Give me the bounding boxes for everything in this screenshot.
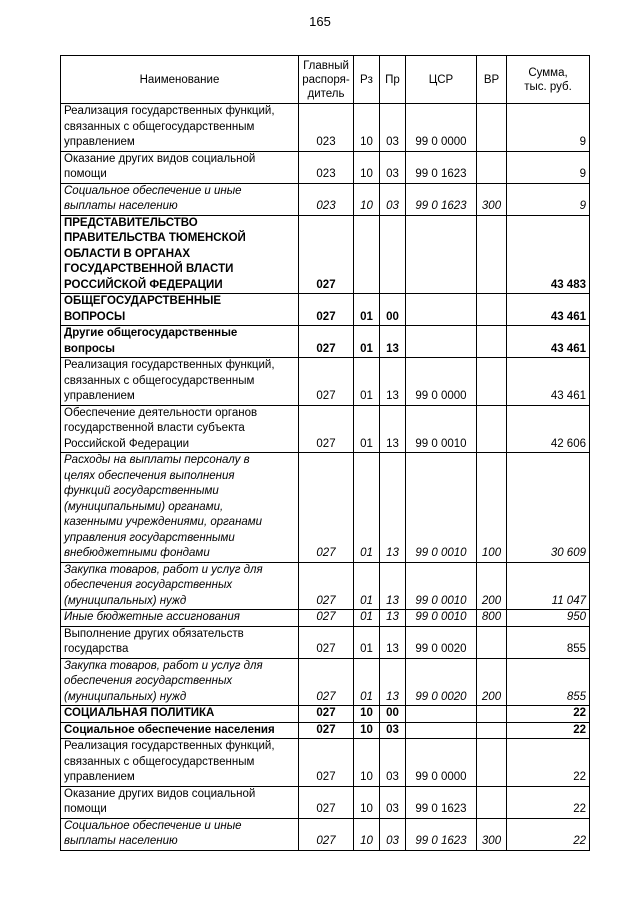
cell-name (61, 358, 299, 406)
cell-sum: 855 (507, 626, 590, 658)
cell-sum: 43 483 (507, 215, 590, 294)
table-row (61, 706, 590, 723)
header-grbs (299, 56, 354, 104)
cell-sum: 9 (507, 104, 590, 152)
cell-name-line: управлением (64, 771, 135, 783)
cell-rz: 01 (354, 562, 380, 610)
cell-name (61, 215, 299, 294)
cell-grbs: 027 (299, 706, 354, 723)
table-row (61, 658, 590, 706)
cell-grbs: 027 (299, 326, 354, 358)
cell-name-line: Иные бюджетные ассигнования (64, 611, 240, 623)
cell-vr: 300 (477, 183, 507, 215)
cell-name-line: Реализация государственных функций, (64, 105, 275, 117)
cell-pr: 03 (380, 151, 406, 183)
header-grbs-line: Главный (303, 59, 349, 72)
cell-sum: 9 (507, 151, 590, 183)
cell-sum: 855 (507, 658, 590, 706)
cell-vr: 200 (477, 658, 507, 706)
cell-name-line: Социальное обеспечение и иные (64, 184, 242, 197)
cell-pr: 13 (380, 453, 406, 563)
cell-vr (477, 215, 507, 294)
cell-name-line: функций государственными (64, 485, 219, 497)
table-body (61, 104, 590, 851)
table-row (61, 786, 590, 818)
header-pr: Пр (380, 56, 406, 104)
header-sum-line: тыс. руб. (524, 80, 572, 93)
cell-csr: 99 0 1623 (406, 151, 477, 183)
table-row (61, 818, 590, 850)
table-row (61, 739, 590, 787)
cell-grbs: 027 (299, 739, 354, 787)
cell-csr (406, 326, 477, 358)
cell-rz: 01 (354, 358, 380, 406)
cell-pr: 13 (380, 358, 406, 406)
cell-rz: 10 (354, 722, 380, 739)
cell-csr: 99 0 0000 (406, 104, 477, 152)
cell-pr (380, 215, 406, 294)
cell-rz: 01 (354, 610, 380, 627)
cell-name-line: обеспечения государственных (64, 675, 233, 687)
cell-name-line: Социальное обеспечение населения (64, 723, 275, 736)
cell-rz (354, 215, 380, 294)
cell-name-line: управления государственными (64, 531, 235, 544)
cell-grbs: 027 (299, 626, 354, 658)
cell-name-line: Другие общегосударственные (64, 327, 238, 339)
cell-csr: 99 0 0000 (406, 358, 477, 406)
cell-name (61, 786, 299, 818)
cell-rz: 01 (354, 626, 380, 658)
table-row (61, 183, 590, 215)
header-rz: Рз (354, 56, 380, 104)
table-row (61, 104, 590, 152)
table-row (61, 215, 590, 294)
cell-name-line: ПРАВИТЕЛЬСТВА ТЮМЕНСКОЙ (64, 232, 246, 244)
cell-name-line: помощи (64, 803, 107, 815)
table-row (61, 562, 590, 610)
cell-sum: 950 (507, 610, 590, 627)
cell-sum: 22 (507, 786, 590, 818)
cell-name-line: помощи (64, 168, 107, 180)
cell-pr: 03 (380, 739, 406, 787)
cell-name (61, 658, 299, 706)
cell-name-line: вопросы (64, 342, 116, 355)
cell-name-line: управлением (64, 136, 135, 148)
cell-csr: 99 0 0010 (406, 405, 477, 453)
table-header (61, 56, 590, 104)
cell-pr: 13 (380, 658, 406, 706)
cell-name-line: Реализация государственных функций, (64, 359, 275, 371)
cell-name-line: связанных с общегосударственным (64, 120, 255, 133)
cell-grbs: 023 (299, 151, 354, 183)
cell-sum: 42 606 (507, 405, 590, 453)
cell-grbs: 027 (299, 786, 354, 818)
cell-grbs: 027 (299, 358, 354, 406)
cell-vr (477, 706, 507, 723)
cell-name (61, 818, 299, 850)
cell-sum: 43 461 (507, 294, 590, 326)
cell-csr (406, 706, 477, 723)
cell-pr: 13 (380, 326, 406, 358)
cell-pr: 03 (380, 722, 406, 739)
cell-grbs: 027 (299, 818, 354, 850)
cell-rz: 10 (354, 151, 380, 183)
cell-vr (477, 326, 507, 358)
table-row (61, 405, 590, 453)
cell-name-line: ВОПРОСЫ (64, 310, 126, 323)
cell-name-line: (муниципальных) нужд (64, 594, 187, 607)
cell-csr: 99 0 0020 (406, 658, 477, 706)
cell-sum: 43 461 (507, 358, 590, 406)
cell-name-line: ГОСУДАРСТВЕННОЙ ВЛАСТИ (64, 263, 234, 275)
cell-rz: 01 (354, 326, 380, 358)
cell-name-line: Закупка товаров, работ и услуг для (64, 563, 263, 576)
header-vr: ВР (477, 56, 507, 104)
cell-vr (477, 739, 507, 787)
cell-csr (406, 215, 477, 294)
cell-rz: 10 (354, 104, 380, 152)
cell-name-line: РОССИЙСКОЙ ФЕДЕРАЦИИ (64, 278, 223, 291)
cell-vr (477, 294, 507, 326)
cell-vr: 200 (477, 562, 507, 610)
cell-csr (406, 294, 477, 326)
cell-name-line: (муниципальных) нужд (64, 690, 187, 703)
cell-rz: 01 (354, 405, 380, 453)
table-row (61, 453, 590, 563)
cell-name-line: управлением (64, 390, 135, 402)
cell-csr: 99 0 1623 (406, 183, 477, 215)
cell-name (61, 722, 299, 739)
cell-name-line: Социальное обеспечение и иные (64, 819, 242, 832)
cell-grbs: 027 (299, 294, 354, 326)
cell-name-line: казенными учреждениями, органами (64, 516, 263, 528)
cell-vr (477, 151, 507, 183)
cell-vr (477, 786, 507, 818)
cell-csr: 99 0 0020 (406, 626, 477, 658)
cell-name-line: государственной власти субъекта (64, 422, 245, 434)
cell-vr (477, 104, 507, 152)
cell-sum: 22 (507, 722, 590, 739)
cell-vr: 100 (477, 453, 507, 563)
cell-name-line: Выполнение других обязательств (64, 627, 244, 640)
cell-pr: 00 (380, 706, 406, 723)
cell-csr: 99 0 1623 (406, 818, 477, 850)
cell-csr: 99 0 0010 (406, 610, 477, 627)
cell-rz: 10 (354, 786, 380, 818)
cell-vr: 300 (477, 818, 507, 850)
table-row (61, 294, 590, 326)
cell-rz: 10 (354, 706, 380, 723)
cell-rz: 10 (354, 818, 380, 850)
cell-sum: 22 (507, 818, 590, 850)
cell-grbs: 027 (299, 453, 354, 563)
cell-name (61, 151, 299, 183)
cell-vr (477, 626, 507, 658)
cell-name-line: Расходы на выплаты персоналу в (64, 454, 250, 466)
table-row (61, 358, 590, 406)
page-number: 165 (309, 14, 331, 29)
cell-name (61, 739, 299, 787)
cell-pr: 13 (380, 610, 406, 627)
cell-sum: 22 (507, 706, 590, 723)
cell-sum: 30 609 (507, 453, 590, 563)
cell-sum: 22 (507, 739, 590, 787)
cell-name-line: целях обеспечения выполнения (64, 469, 235, 482)
cell-pr: 03 (380, 786, 406, 818)
cell-vr: 800 (477, 610, 507, 627)
cell-vr (477, 722, 507, 739)
cell-name (61, 104, 299, 152)
table-row (61, 722, 590, 739)
header-grbs-line: распоря- (302, 73, 350, 86)
cell-name (61, 405, 299, 453)
cell-grbs: 027 (299, 215, 354, 294)
cell-name-line: государства (64, 643, 129, 655)
cell-name (61, 610, 299, 627)
budget-table (60, 55, 590, 851)
cell-pr: 00 (380, 294, 406, 326)
cell-name-line: Обеспечение деятельности органов (64, 406, 258, 419)
cell-csr: 99 0 0010 (406, 562, 477, 610)
table-row (61, 610, 590, 627)
cell-grbs: 027 (299, 610, 354, 627)
header-sum-line: Сумма, (528, 66, 568, 79)
cell-name-line: (муниципальными) органами, (64, 500, 224, 513)
cell-vr (477, 358, 507, 406)
cell-name (61, 562, 299, 610)
cell-name (61, 453, 299, 563)
cell-csr: 99 0 1623 (406, 786, 477, 818)
cell-name-line: выплаты населению (64, 835, 178, 847)
cell-sum: 43 461 (507, 326, 590, 358)
header-name: Наименование (61, 56, 299, 104)
cell-name-line: внебюджетными фондами (64, 547, 210, 559)
cell-sum: 9 (507, 183, 590, 215)
table-row (61, 326, 590, 358)
cell-pr: 03 (380, 104, 406, 152)
cell-name (61, 626, 299, 658)
cell-rz: 10 (354, 183, 380, 215)
cell-pr: 13 (380, 626, 406, 658)
cell-grbs: 027 (299, 722, 354, 739)
cell-name-line: связанных с общегосударственным (64, 374, 255, 387)
cell-name-line: ПРЕДСТАВИТЕЛЬСТВО (64, 216, 198, 229)
cell-name-line: СОЦИАЛЬНАЯ ПОЛИТИКА (64, 707, 215, 719)
cell-csr: 99 0 0010 (406, 453, 477, 563)
cell-rz: 01 (354, 658, 380, 706)
cell-name-line: ОБЩЕГОСУДАРСТВЕННЫЕ (64, 295, 222, 307)
cell-grbs: 027 (299, 562, 354, 610)
cell-name (61, 294, 299, 326)
cell-csr (406, 722, 477, 739)
cell-name-line: Российской Федерации (64, 437, 190, 450)
cell-grbs: 023 (299, 104, 354, 152)
cell-csr: 99 0 0000 (406, 739, 477, 787)
cell-pr: 13 (380, 405, 406, 453)
cell-grbs: 023 (299, 183, 354, 215)
cell-name (61, 183, 299, 215)
cell-rz: 10 (354, 739, 380, 787)
cell-name-line: обеспечения государственных (64, 579, 233, 591)
cell-name-line: ОБЛАСТИ В ОРГАНАХ (64, 247, 191, 260)
cell-name-line: Реализация государственных функций, (64, 740, 275, 752)
header-grbs-line: дитель (307, 87, 345, 100)
table-row (61, 151, 590, 183)
cell-name (61, 326, 299, 358)
cell-grbs: 027 (299, 405, 354, 453)
cell-vr (477, 405, 507, 453)
cell-pr: 13 (380, 562, 406, 610)
cell-pr: 03 (380, 183, 406, 215)
cell-pr: 03 (380, 818, 406, 850)
cell-name (61, 706, 299, 723)
cell-sum: 11 047 (507, 562, 590, 610)
cell-grbs: 027 (299, 658, 354, 706)
cell-name-line: Оказание других видов социальной (64, 152, 256, 165)
cell-name-line: выплаты населению (64, 200, 178, 212)
cell-rz: 01 (354, 294, 380, 326)
cell-name-line: Закупка товаров, работ и услуг для (64, 659, 263, 672)
cell-name-line: связанных с общегосударственным (64, 755, 255, 768)
table-row (61, 626, 590, 658)
cell-rz: 01 (354, 453, 380, 563)
cell-name-line: Оказание других видов социальной (64, 787, 256, 800)
header-sum (507, 56, 590, 104)
header-csr: ЦСР (406, 56, 477, 104)
